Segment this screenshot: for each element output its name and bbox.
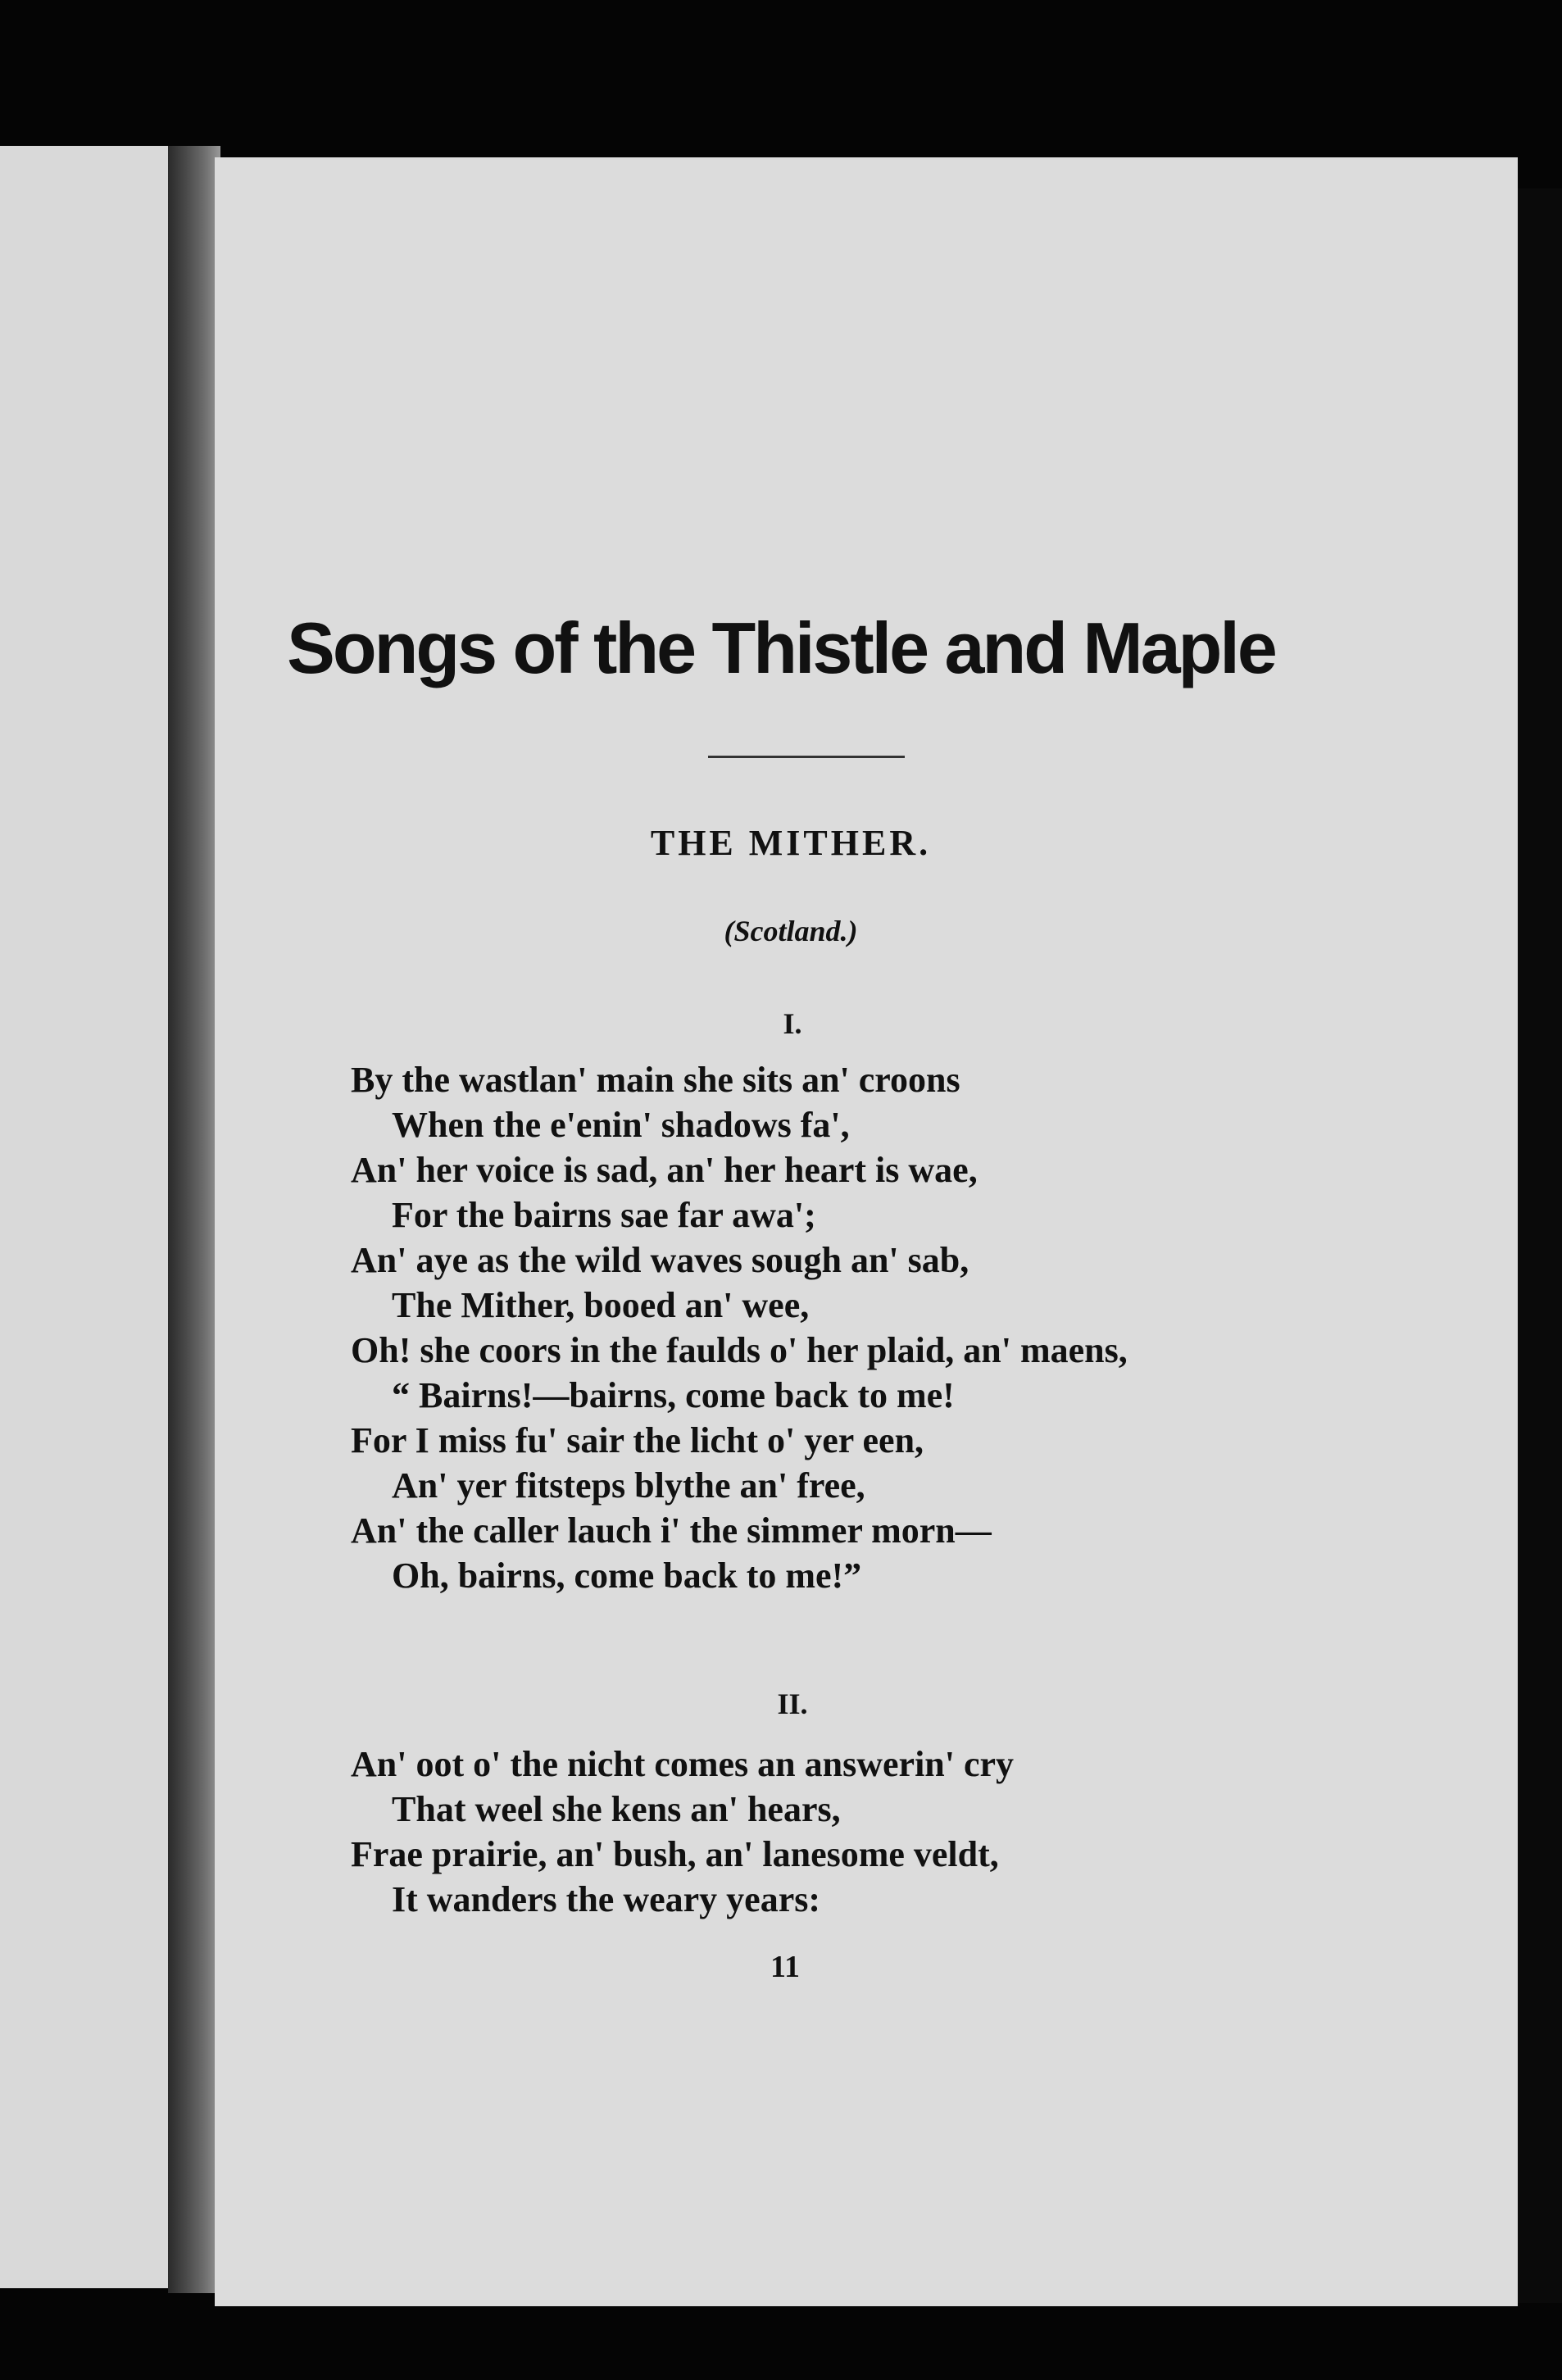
poem-line: It wanders the weary years: <box>392 1879 820 1919</box>
poem-line: An' yer fitsteps blythe an' free, <box>392 1465 865 1506</box>
scan-border <box>1518 188 1562 2303</box>
poem-line: By the wastlan' main she sits an' croons <box>351 1060 960 1100</box>
poem-title: THE MITHER. <box>650 823 932 863</box>
poem-line: The Mither, booed an' wee, <box>392 1285 810 1325</box>
section-numeral: I. <box>783 1007 802 1040</box>
poem-line: When the e'enin' shadows fa', <box>392 1105 850 1145</box>
page-number: 11 <box>770 1950 800 1984</box>
stanza <box>351 1057 1128 1598</box>
poem-line: An' oot o' the nicht comes an answerin' cry <box>351 1744 1015 1784</box>
section-numeral: II. <box>777 1687 808 1720</box>
poem-line: Oh, bairns, come back to me!” <box>392 1556 862 1596</box>
poem-subtitle: (Scotland.) <box>724 915 858 947</box>
poem-line: An' aye as the wild waves sough an' sab, <box>351 1240 969 1280</box>
book-title: Songs of the Thistle and Maple <box>287 607 1275 688</box>
title-divider <box>708 756 905 758</box>
poem-line: An' her voice is sad, an' her heart is wae, <box>351 1150 978 1190</box>
poem-line: That weel she kens an' hears, <box>392 1789 841 1829</box>
poem-line: “ Bairns!—bairns, come back to me! <box>392 1375 955 1415</box>
poem-line: For the bairns sae far awa'; <box>392 1195 816 1235</box>
poem-line: Frae prairie, an' bush, an' lanesome veldt, <box>351 1834 999 1874</box>
stanza <box>351 1742 1014 1922</box>
poem-line: Oh! she coors in the faulds o' her plaid, an' maens, <box>351 1330 1128 1370</box>
poem-line: For I miss fu' sair the licht o' yer een, <box>351 1420 924 1460</box>
poem-line: An' the caller lauch i' the simmer morn— <box>351 1510 992 1551</box>
